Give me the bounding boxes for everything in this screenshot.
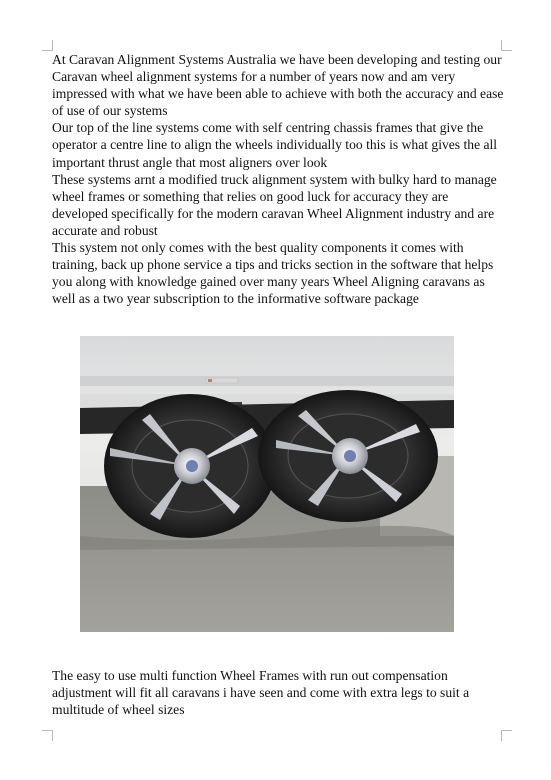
- paragraph-top-systems[interactable]: Our top of the line systems come with self centring chassis frames that give the operator a centre line to align the wheels individually too this is what gives the all important thrust angle that most aligners over look: [52, 120, 498, 170]
- page-corner-mark-bottom-right: [501, 730, 512, 741]
- page-corner-mark-top-left: [42, 40, 53, 51]
- paragraph-not-truck-system[interactable]: These systems arnt a modified truck alignment system with bulky hard to manage wheel frames or something that relies on good luck for accuracy they are developed specifically for the modern caravan Wheel Alignment industry and are accurate and robust: [52, 171, 497, 238]
- paragraph-intro[interactable]: At Caravan Alignment Systems Australia we have been developing and testing our Caravan wheel alignment systems for a number of years now and am very impressed with what we have been able to achieve with both the accuracy and ease of use of our systems: [52, 52, 504, 119]
- page-corner-mark-top-right: [501, 40, 512, 51]
- right-wheel-illustration: [258, 390, 438, 522]
- paragraph-quality-components[interactable]: This system not only comes with the best quality components it comes with training, back up phone service a tips and tricks section in the software that helps you along with knowledge gained over many years Wheel Aligning caravans as well as a two year subscription to the informative software package: [52, 240, 494, 307]
- wheel-frames-photo: [80, 336, 454, 632]
- body-text[interactable]: [52, 51, 504, 307]
- paragraph-wheel-frames[interactable]: The easy to use multi function Wheel Frames with run out compensation adjustment will fit all caravans i have seen and come with extra legs to suit a multitude of wheel sizes: [52, 668, 470, 718]
- left-wheel-illustration: [104, 394, 276, 538]
- page-corner-mark-bottom-left: [42, 730, 53, 741]
- caption-text[interactable]: [52, 667, 504, 718]
